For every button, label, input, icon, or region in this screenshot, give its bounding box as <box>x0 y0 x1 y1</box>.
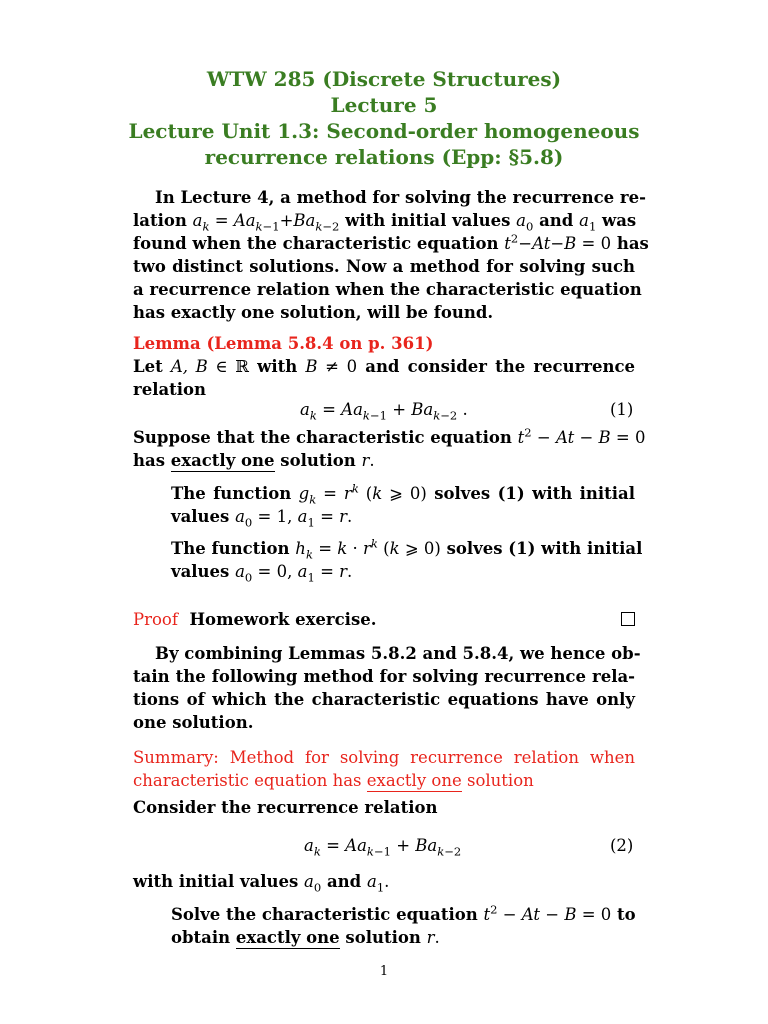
lemma-item-2: The function $h_k = k \cdot r^k$ (k ⩾ 0) solves (1) with initial values $a_0 = 0$, $a_1 = r$. <box>171 536 643 585</box>
intro-paragraph: In Lecture 4, a method for solving the recurrence re- lation $a_k = Aa_{k-1}+Ba_{k-2}$ with initial values $a_0$ and $a_1$ was found when the characteristic equation $t^2-At-B = 0$ has two distinct solutions. Now a method for solving such a recurrence relation when the characteristic equation has exactly one solution, will be found. <box>133 188 649 322</box>
lecture-unit-subtitle: recurrence relations (Epp: §5.8) <box>204 145 564 169</box>
page-number: 1 <box>379 964 389 979</box>
proof-block <box>133 608 635 631</box>
equation-2: $a_k = Aa_{k-1} + Ba_{k-2}$ <box>304 836 462 859</box>
equation-1-number: (1) <box>610 400 634 419</box>
recurrence-formula: $a_k = Aa_{k-1}+Ba_{k-2}$ <box>192 211 340 234</box>
summary-step-1: Solve the characteristic equation $t^2 - At - B = 0$ to obtain exactly one solution r. <box>171 902 636 947</box>
equation-2-number: (2) <box>610 836 634 855</box>
characteristic-equation: $t^2-At-B = 0$ <box>504 231 612 253</box>
summary-initial-values: with initial values $a_0$ and $a_1$. <box>133 872 390 895</box>
lemma-heading: Lemma (Lemma 5.8.4 on p. 361) <box>133 334 434 353</box>
lemma-item-1: The function $g_k = r^k$ (k ⩾ 0) solves (1) with initial values $a_0 = 1$, $a_1 = r$. <box>171 481 636 530</box>
qed-box-icon <box>621 612 635 626</box>
proof-text: Homework exercise. <box>189 610 377 629</box>
equation-1: $a_k = Aa_{k-1} + Ba_{k-2}$ . <box>300 400 468 423</box>
summary-heading: Summary: Method for solving recurrence relation when characteristic equation has exactly one solution <box>133 748 635 790</box>
lecture-unit-title: Lecture Unit 1.3: Second-order homogeneous <box>128 119 640 143</box>
summary-intro: Consider the recurrence relation <box>133 798 438 817</box>
lemma-block: Lemma (Lemma 5.8.4 on p. 361) Let A, B ∈ ℝ with B ≠ 0 and consider the recurrence relation <box>133 334 635 399</box>
course-title: WTW 285 (Discrete Structures) <box>206 67 562 91</box>
exactly-one-underlined: exactly one <box>170 451 275 470</box>
lemma-supposition: Suppose that the characteristic equation $t^2 - At - B = 0$ has exactly one solution r. <box>133 425 646 470</box>
proof-label: Proof <box>133 610 178 629</box>
lecture-number: Lecture 5 <box>330 93 438 117</box>
combine-paragraph: By combining Lemmas 5.8.2 and 5.8.4, we hence ob- tain the following method for solving recurrence rela- tions of which the characteristic equations have only one solution. <box>133 644 641 732</box>
